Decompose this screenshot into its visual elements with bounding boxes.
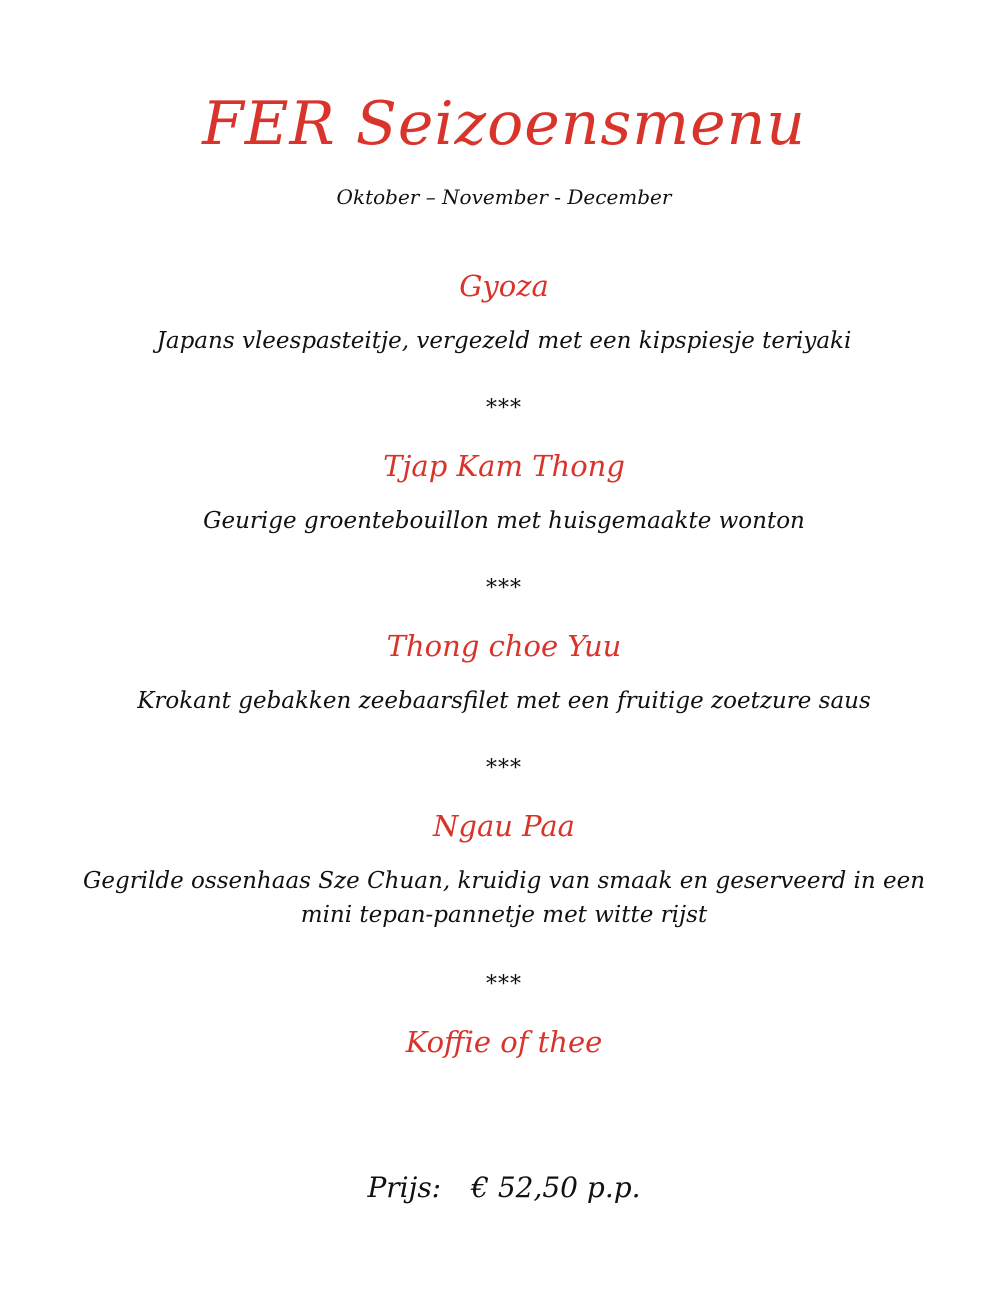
course-name-koffie-of-thee: Koffie of thee [405,1025,603,1059]
course-name-gyoza: Gyoza [459,269,549,303]
price-value: € 52,50 p.p. [471,1171,641,1204]
menu-title: FER Seizoensmenu [202,89,806,159]
menu-price [0,1170,1008,1206]
course-name-tjap-kam-thong: Tjap Kam Thong [383,449,625,483]
course-description-tjap-kam-thong: Geurige groentebouillon met huisgemaakte wonton [203,508,805,534]
course-name-thong-choe-yuu: Thong choe Yuu [386,629,622,663]
price-label: Prijs: [367,1171,442,1204]
course-separator: *** [486,756,522,781]
course-name-ngau-paa: Ngau Paa [433,809,575,843]
course-separator: *** [486,972,522,997]
course-description-thong-choe-yuu: Krokant gebakken zeebaarsfilet met een fruitige zoetzure saus [137,688,871,714]
course-description-gyoza: Japans vleespasteitje, vergezeld met een kipspiesje teriyaki [156,328,852,354]
menu-period: Oktober – November - December [336,185,672,209]
course-description-ngau-paa: Gegrilde ossenhaas Sze Chuan, kruidig van smaak en geserveerd in een mini tepan-pannetje met witte rijst [82,868,926,928]
course-separator: *** [486,576,522,601]
course-separator: *** [486,396,522,421]
